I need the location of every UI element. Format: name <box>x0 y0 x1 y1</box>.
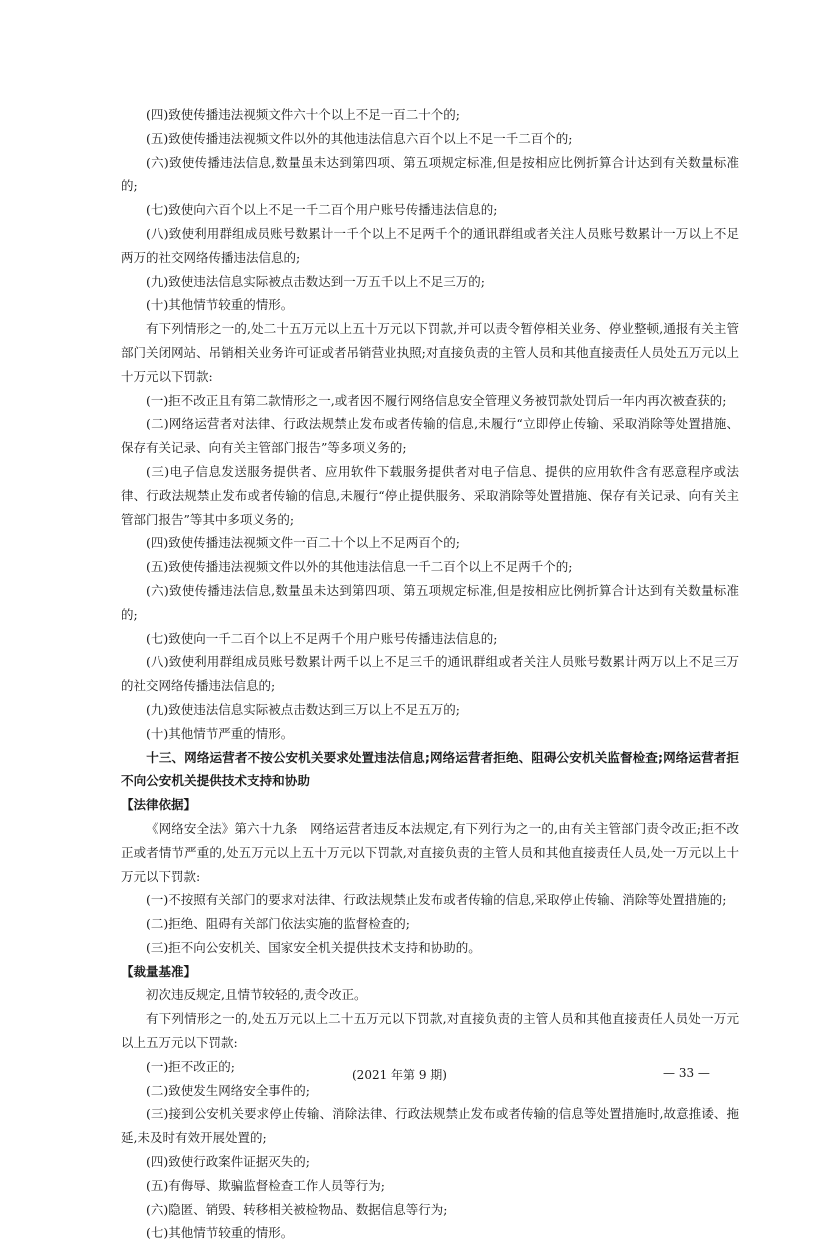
discretion-paragraph: (七)其他情节较重的情形。 <box>146 1225 294 1241</box>
paragraph: (九)致使违法信息实际被点击数达到三万以上不足五万的; <box>146 701 460 717</box>
legal-basis-text: 《网络安全法》第六十九条 网络运营者违反本法规定,有下列行为之一的,由有关主管部门责令改正;拒不改正或者情节严重的,处五万元以上五十万元以下罚款,对直接负责的主管人员和其他直接责任人员,处一万元以上十万元以下罚款: <box>121 820 739 884</box>
paragraph: (十)其他情节严重的情形。 <box>146 725 294 741</box>
paragraph: (七)致使向一千二百个以上不足两千个用户账号传播违法信息的; <box>146 630 498 646</box>
issue-label: (2021 年第 9 期) <box>352 1068 447 1082</box>
discretion-paragraph: (三)接到公安机关要求停止传输、消除法律、行政法规禁止发布或者传输的信息等处置措施时,故意推诿、拖延,未及时有效开展处置的; <box>121 1106 739 1146</box>
discretion-paragraph: 有下列情形之一的,处五万元以上二十五万元以下罚款,对直接负责的主管人员和其他直接责任人员处一万元以上五万元以下罚款: <box>121 1011 739 1051</box>
discretion-paragraph: (一)拒不改正的; <box>146 1058 235 1074</box>
page-footer <box>0 1066 827 1090</box>
page-number: — 33 — <box>663 1066 710 1080</box>
legal-item: (一)不按照有关部门的要求对法律、行政法规禁止发布或者传输的信息,采取停止传输、消除等处置措施的; <box>146 892 727 908</box>
legal-item: (三)拒不向公安机关、国家安全机关提供技术支持和协助的。 <box>146 939 481 955</box>
paragraph: (三)电子信息发送服务提供者、应用软件下载服务提供者对电子信息、提供的应用软件含有恶意程序或法律、行政法规禁止发布或者传输的信息,未履行“停止提供服务、采取消除等处置措施、保存有关记录、向有关主管部门报告”等其中多项义务的; <box>121 463 739 527</box>
discretion-paragraph: (五)有侮辱、欺骗监督检查工作人员等行为; <box>146 1177 385 1193</box>
paragraph: (二)网络运营者对法律、行政法规禁止发布或者传输的信息,未履行“立即停止传输、采取消除等处置措施、保存有关记录、向有关主管部门报告”等多项义务的; <box>121 416 739 456</box>
paragraph: (六)致使传播违法信息,数量虽未达到第四项、第五项规定标准,但是按相应比例折算合计达到有关数量标准的; <box>121 582 739 622</box>
discretion-paragraph: (二)致使发生网络安全事件的; <box>146 1082 310 1098</box>
paragraph: (九)致使违法信息实际被点击数达到一万五千以上不足三万的; <box>146 273 485 289</box>
paragraph: (四)致使传播违法视频文件六十个以上不足一百二十个的; <box>146 107 460 122</box>
discretion-paragraph: (四)致使行政案件证据灭失的; <box>146 1154 310 1170</box>
paragraph: (五)致使传播违法视频文件以外的其他违法信息一千二百个以上不足两千个的; <box>146 559 573 575</box>
legal-basis-tag: 【法律依据】 <box>121 797 197 813</box>
paragraph: (四)致使传播违法视频文件一百二十个以上不足两百个的; <box>146 535 460 551</box>
discretion-paragraph: (六)隐匿、销毁、转移相关被检物品、数据信息等行为; <box>146 1201 448 1217</box>
paragraph: (八)致使利用群组成员账号数累计两千以上不足三千的通讯群组或者关注人员账号数累计两万以上不足三万的社交网络传播违法信息的; <box>121 654 739 694</box>
paragraph: (五)致使传播违法视频文件以外的其他违法信息六百个以上不足一千二百个的; <box>146 130 573 146</box>
paragraph: 有下列情形之一的,处二十五万元以上五十万元以下罚款,并可以责令暂停相关业务、停业整顿,通报有关主管部门关闭网站、吊销相关业务许可证或者吊销营业执照;对直接负责的主管人员和其他直接责任人员处五万元以上十万元以下罚款: <box>121 321 739 384</box>
discretion-tag: 【裁量基准】 <box>121 963 197 979</box>
paragraph: (七)致使向六百个以上不足一千二百个用户账号传播违法信息的; <box>146 202 498 218</box>
paragraph: (六)致使传播违法信息,数量虽未达到第四项、第五项规定标准,但是按相应比例折算合计达到有关数量标准的; <box>121 154 739 194</box>
legal-item: (二)拒绝、阻碍有关部门依法实施的监督检查的; <box>146 916 410 932</box>
paragraph: (十)其他情节较重的情形。 <box>146 297 294 313</box>
paragraph: (一)拒不改正且有第二款情形之一,或者因不履行网络信息安全管理义务被罚款处罚后一年内再次被查获的; <box>146 392 727 408</box>
paragraph: (八)致使利用群组成员账号数累计一千个以上不足两千个的通讯群组或者关注人员账号数累计一万以上不足两万的社交网络传播违法信息的; <box>121 225 739 265</box>
discretion-paragraph: 初次违反规定,且情节较轻的,责令改正。 <box>146 987 367 1003</box>
section-heading: 十三、网络运营者不按公安机关要求处置违法信息;网络运营者拒绝、阻碍公安机关监督检查;网络运营者拒不向公安机关提供技术支持和协助 <box>121 749 739 789</box>
